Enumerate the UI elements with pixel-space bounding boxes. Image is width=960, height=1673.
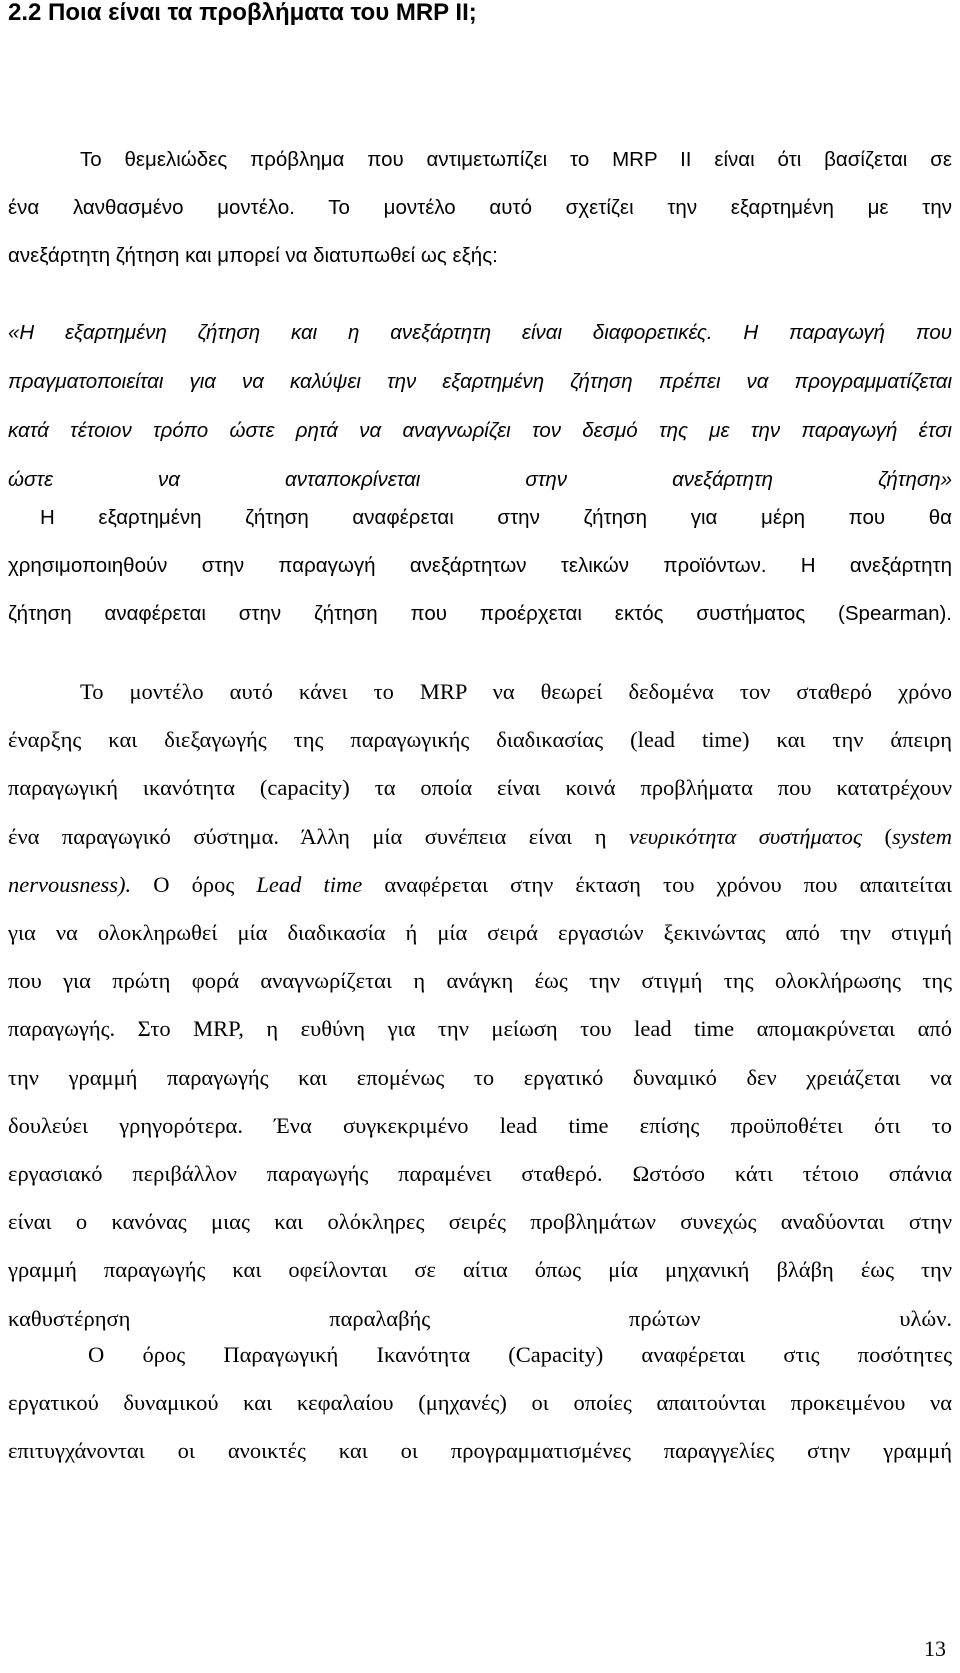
text-line: ώστε να ανταποκρίνεται στην ανεξάρτητη ζήτηση» [8, 468, 952, 491]
text-line: χρησιμοποιηθούν στην παραγωγή ανεξάρτητων τελικών προϊόντων. Η ανεξάρτητη [8, 554, 952, 577]
text-line: είναι ο κανόνας μιας και ολόκληρες σειρές προβλημάτων συνεχώς αναδύονται στην [8, 1209, 952, 1235]
emphasis-term: νευρικότητα συστήματος [628, 823, 863, 849]
text-line: Το μοντέλο αυτό κάνει το MRP να θεωρεί δεδομένα τον σταθερό χρόνο [80, 679, 952, 704]
page-number: 13 [924, 1636, 946, 1661]
text-line: Το θεμελιώδες πρόβλημα που αντιμετωπίζει το MRP II είναι ότι βασίζεται σε [80, 148, 952, 171]
text-line: δουλεύει γρηγορότερα. Ένα συγκεκριμένο lead time επίσης προϋποθέτει ότι το [8, 1112, 952, 1138]
text-line [8, 861, 952, 909]
text-line: εργατικού δυναμικού και κεφαλαίου (μηχανές) οι οποίες απαιτούνται προκειμένου να [8, 1390, 952, 1416]
text-line: παραγωγική ικανότητα (capacity) τα οποία είναι κοινά προβλήματα που κατατρέχουν [8, 775, 952, 801]
text-line: κατά τέτοιον τρόπο ώστε ρητά να αναγνωρίζει τον δεσμό της με την παραγωγή έτσι [8, 419, 952, 442]
emphasis-term: system [891, 823, 952, 849]
text-line: ζήτηση αναφέρεται στην ζήτηση που προέρχεται εκτός συστήματος (Spearman). [8, 602, 952, 625]
text-line: για να ολοκληρωθεί μία διαδικασία ή μία σειρά εργασιών ξεκινώντας από την στιγμή [8, 920, 952, 946]
text-line: ανεξάρτητη ζήτηση και μπορεί να διατυπωθεί ως εξής: [8, 244, 498, 267]
paragraph-demand [8, 494, 952, 638]
text-line: ένα λανθασμένο μοντέλο. Το μοντέλο αυτό σχετίζει την εξαρτημένη με την [8, 196, 952, 219]
text-line: καθυστέρηση παραλαβής πρώτων υλών. [8, 1305, 952, 1331]
text-line: παραγωγής. Στο MRP, η ευθύνη για την μείωση του lead time απομακρύνεται από [8, 1016, 952, 1042]
text-line [8, 813, 952, 861]
text-run: αναφέρεται στην έκταση του χρόνου που απαιτείται [362, 871, 952, 897]
text-line: «Η εξαρτημένη ζήτηση και η ανεξάρτητη είναι διαφορετικές. Η παραγωγή που [8, 321, 952, 344]
paragraph-intro [8, 136, 952, 280]
text-line: Ο όρος Παραγωγική Ικανότητα (Capacity) αναφέρεται στις ποσότητες [88, 1342, 952, 1367]
text-run: ( [862, 823, 892, 849]
text-run: ένα παραγωγικό σύστημα. Άλλη μία συνέπεια είναι η [8, 823, 629, 849]
quote-block [8, 308, 952, 504]
text-line: έναρξης και διεξαγωγής της παραγωγικής διαδικασίας (lead time) και την άπειρη [8, 727, 952, 753]
text-line: εργασιακό περιβάλλον παραγωγής παραμένει σταθερό. Ωστόσο κάτι τέτοιο σπάνια [8, 1161, 952, 1187]
text-line: που για πρώτη φορά αναγνωρίζεται η ανάγκη έως την στιγμή της ολοκλήρωσης της [8, 968, 952, 994]
text-line: επιτυγχάνονται οι ανοικτές και οι προγραμματισμένες παραγγελίες στην γραμμή [8, 1438, 952, 1464]
paragraph-mrp-model [8, 668, 952, 1343]
text-line: την γραμμή παραγωγής και επομένως το εργατικό δυναμικό δεν χρειάζεται να [8, 1064, 952, 1090]
section-heading: 2.2 Ποια είναι τα προβλήματα του MRP II; [8, 0, 477, 26]
emphasis-term: Lead time [256, 871, 363, 897]
emphasis-term: nervousness). [8, 871, 132, 897]
text-line: Η εξαρτημένη ζήτηση αναφέρεται στην ζήτηση για μέρη που θα [40, 506, 952, 529]
text-run: Ο όρος [131, 871, 257, 897]
text-line: πραγματοποιείται για να καλύψει την εξαρτημένη ζήτηση πρέπει να προγραμματίζεται [8, 370, 952, 393]
text-line: γραμμή παραγωγής και οφείλονται σε αίτια όπως μία μηχανική βλάβη έως την [8, 1257, 952, 1283]
paragraph-capacity [8, 1331, 952, 1476]
